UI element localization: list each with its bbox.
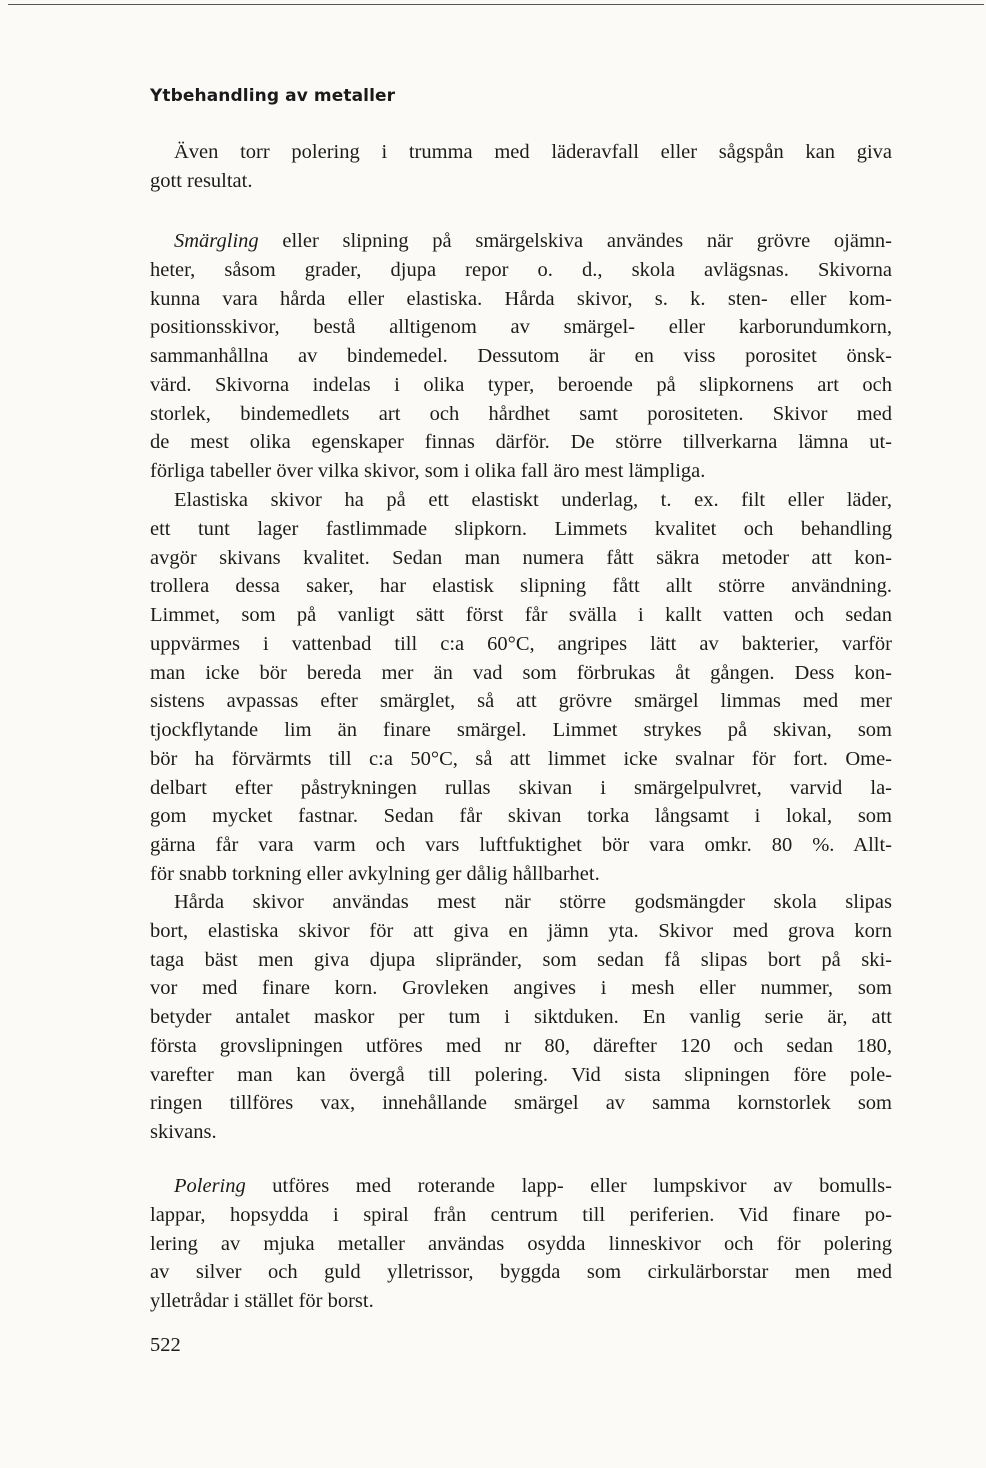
text-line: gott resultat. xyxy=(150,169,253,192)
text-line: Elastiska skivor ha på ett elastiskt underlag, t. ex. filt eller läder, xyxy=(174,489,892,511)
text-line: storlek, bindemedlets art och hårdhet samt porositeten. Skivor med xyxy=(150,402,892,425)
text-line: delbart efter påstrykningen rullas skivan i smärgelpulvret, varvid la- xyxy=(150,776,892,799)
text-line: Hårda skivor användas mest när större godsmängder skola slipas xyxy=(174,891,892,913)
term-polering: Polering xyxy=(174,1175,246,1197)
text-line: lappar, hopsydda i spiral från centrum till periferien. Vid finare po- xyxy=(150,1203,892,1226)
text-line: tjockflytande lim än finare smärgel. Limmet strykes på skivan, som xyxy=(150,719,892,741)
text-line xyxy=(150,1172,892,1201)
text-line: för snabb torkning eller avkylning ger dålig hållbarhet. xyxy=(150,862,600,885)
text-line: avgör skivans kvalitet. Sedan man numera fått säkra metoder att kon- xyxy=(150,546,892,569)
paragraph-hard-wheels xyxy=(150,888,892,1147)
text-line: trollera dessa saker, har elastisk slipning fått allt större användning. xyxy=(150,575,892,598)
text-line: de mest olika egenskaper finnas därför. De större tillverkarna lämna ut- xyxy=(150,431,892,454)
text-run: utföres med roterande lapp- eller lumpskivor av bomulls- xyxy=(245,1175,892,1197)
paragraph-grinding xyxy=(150,227,892,486)
text-line: förliga tabeller över vilka skivor, som i olika fall äro mest lämpliga. xyxy=(150,460,706,482)
term-smargling: Smärgling xyxy=(174,230,259,252)
text-line: varefter man kan övergå till polering. Vid sista slipningen före pole- xyxy=(150,1063,892,1086)
text-line: uppvärmes i vattenbad till c:a 60°C, angripes lätt av bakterier, varför xyxy=(150,632,892,655)
text-line: sammanhållna av bindemedel. Dessutom är en viss porositet önsk- xyxy=(150,345,892,367)
text-line: vor med finare korn. Grovleken angives i mesh eller nummer, som xyxy=(150,977,892,1000)
text-line: betyder antalet maskor per tum i siktduken. En vanlig serie är, att xyxy=(150,1006,892,1028)
text-line: lering av mjuka metaller användas osydda linneskivor och för polering xyxy=(150,1232,892,1255)
text-line: heter, såsom grader, djupa repor o. d., skola avlägsnas. Skivorna xyxy=(150,258,892,281)
text-line: taga bäst men giva djupa slipränder, som sedan få slipas bort på ski- xyxy=(150,948,892,971)
text-line: ett tunt lager fastlimmade slipkorn. Limmets kvalitet och behandling xyxy=(150,517,892,540)
text-line: bort, elastiska skivor för att giva en jämn yta. Skivor med grova korn xyxy=(150,919,892,942)
text-line: skivans. xyxy=(150,1121,217,1143)
paragraph-polishing xyxy=(150,1172,892,1316)
text-line: sistens avpassas efter smärglet, så att grövre smärgel limmas med mer xyxy=(150,690,892,713)
text-line: värd. Skivorna indelas i olika typer, beroende på slipkornens art och xyxy=(150,373,892,396)
text-line: av silver och guld ylletrissor, byggda som cirkulärborstar men med xyxy=(150,1261,892,1284)
text-line: kunna vara hårda eller elastiska. Hårda skivor, s. k. sten- eller kom- xyxy=(150,287,892,310)
text-line: gom mycket fastnar. Sedan får skivan torka långsamt i lokal, som xyxy=(150,805,892,828)
running-head: Ytbehandling av metaller xyxy=(150,86,396,106)
text-line: Även torr polering i trumma med läderavfall eller sågspån kan giva xyxy=(174,141,892,163)
text-line: gärna får vara varm och vars luftfuktighet bör vara omkr. 80 %. Allt- xyxy=(150,834,892,856)
text-line: ringen tillföres vax, innehållande smärgel av samma kornstorlek som xyxy=(150,1092,892,1115)
text-line xyxy=(150,227,892,256)
top-rule xyxy=(8,4,984,5)
paragraph-drum-polishing xyxy=(150,138,892,196)
text-line: Limmet, som på vanligt sätt först får svälla i kallt vatten och sedan xyxy=(150,604,892,626)
text-line: första grovslipningen utföres med nr 80, därefter 120 och sedan 180, xyxy=(150,1034,892,1057)
text-line: positionsskivor, bestå alltigenom av smärgel- eller karborundumkorn, xyxy=(150,316,892,339)
page-number: 522 xyxy=(150,1334,181,1356)
text-line: ylletrådar i stället för borst. xyxy=(150,1290,374,1312)
paragraph-elastic-wheels xyxy=(150,486,892,889)
text-run: eller slipning på smärgelskiva användes när grövre ojämn- xyxy=(258,230,892,252)
text-line: man icke bör bereda mer än vad som förbrukas åt gången. Dess kon- xyxy=(150,661,892,684)
text-line: bör ha förvärmts till c:a 50°C, så att limmet icke svalnar för fort. Ome- xyxy=(150,747,892,770)
